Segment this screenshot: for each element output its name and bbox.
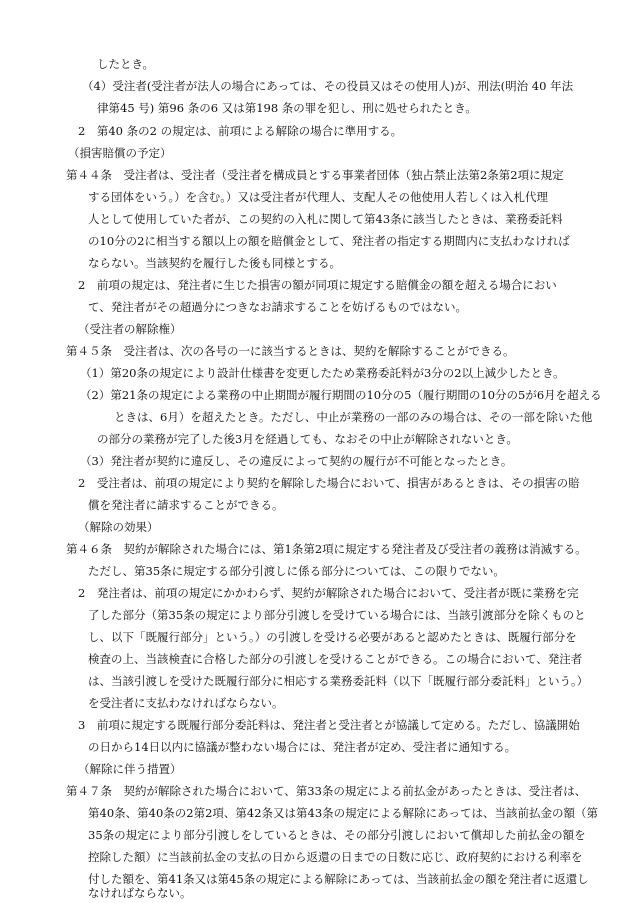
article-47-line-1: 第４７条 契約が解除された場合において、第33条の規定による前払金があったときは、受注者は、	[66, 784, 587, 798]
clause-43-item-3-tail: したとき。	[97, 57, 155, 71]
article-44-line-5: ならない。当該契約を履行した後も同様とする。	[88, 256, 341, 270]
clause-43-item-4-line-1: （4）受注者(受注者が法人の場合にあっては、その役員又はその使用人)が、刑法(明治 40 年法	[82, 79, 574, 93]
article-47-line-5: 付した額を、第41条又は第45条の規定による解除にあっては、当該前払金の額を発注者に返還し	[88, 872, 589, 886]
article-47-line-3: 35条の規定により部分引渡しをしているときは、その部分引渡しにおいて償却した前払金の額を	[88, 828, 586, 842]
heading-contractor-termination-right: （受注者の解除権）	[78, 322, 182, 336]
article-44-line-2: する団体をいう。）を含む。）又は受注者が代理人、支配人その他使用人若しくは入札代理	[88, 190, 548, 204]
article-46-para-2-line-3: し、以下「既履行部分」という。）の引渡しを受ける必要があると認めたときは、既履行部分を	[88, 630, 577, 644]
article-46-para-3-line-2: の日から14日以内に協議が整わない場合には、発注者が定め、受注者に通知する。	[88, 740, 517, 754]
article-45-line-1: 第４５条 受注者は、次の各号の一に該当するときは、契約を解除することができる。	[66, 344, 515, 358]
heading-measures-upon-termination: （解除に伴う措置）	[78, 762, 182, 776]
clause-43-item-4-line-2: 律第45 号) 第96 条の6 又は第198 条の罪を犯し、刑に処せられたとき。	[97, 101, 477, 115]
heading-damages-estimate: （損害賠償の予定）	[68, 146, 172, 160]
article-46-para-2-line-5: は、当該引渡しを受けた既履行部分に相応する業務委託料（以下「既履行部分委託料」という。）	[88, 674, 589, 688]
article-46-para-2-line-4: 検査の上、当該検査に合格した部分の引渡しを受けることができる。この場合において、発注者	[88, 652, 583, 666]
clause-43-para-2: 2 第40 条の2 の規定は、前項による解除の場合に準用する。	[78, 124, 403, 138]
article-45-para-2-line-1: 2 受注者は、前項の規定により契約を解除した場合において、損害があるときは、その損害の賠	[78, 476, 580, 490]
article-44-line-1: 第４４条 受注者は、受注者（受注者を構成員とする事業者団体（独占禁止法第2条第2項に規定	[66, 168, 564, 182]
article-46-para-3-line-1: 3 前項に規定する既履行部分委託料は、発注者と受注者とが協議して定める。ただし、協議開始	[78, 718, 580, 732]
article-47-line-4: 控除した額）に当該前払金の支払の日から返還の日までの日数に応じ、政府契約における利率を	[88, 850, 583, 864]
article-44-line-3: 人として使用していた者が、この契約の入札に関して第43条に該当したときは、業務委託料	[88, 212, 563, 226]
article-44-para-2-line-1: 2 前項の規定は、発注者に生じた損害の額が同項に規定する賠償金の額を超える場合におい	[78, 278, 557, 292]
article-45-item-3: （3）発注者が契約に違反し、その違反によって契約の履行が不可能となったとき。	[80, 454, 513, 468]
article-46-para-2-line-1: 2 発注者は、前項の規定にかかわらず、契約が解除された場合において、受注者が既に業務を完	[78, 586, 579, 600]
article-46-line-1: 第４６条 契約が解除された場合には、第1条第2項に規定する発注者及び受注者の義務は消滅する。	[66, 542, 587, 556]
article-45-item-2-line-1: （2）第21条の規定による業務の中止期間が履行期間の10分の5（履行期間の10分の5が6月を超える	[80, 388, 602, 402]
heading-effect-of-termination: （解除の効果）	[78, 520, 159, 534]
article-46-para-2-line-6: を受注者に支払わなければならない。	[88, 696, 284, 710]
article-45-item-2-line-3: の部分の業務が完了した後3月を経過しても、なおその中止が解除されないとき。	[97, 432, 518, 446]
article-47-line-2: 第40条、第40条の2第2項、第42条又は第43条の規定による解除にあっては、当該前払金の額（第	[88, 806, 599, 820]
article-46-para-2-line-2: 了した部分（第35条の規定により部分引渡しを受けている場合には、当該引渡部分を除くものと	[88, 608, 586, 622]
article-45-item-1: （1）第20条の規定により設計仕様書を変更したため業務委託料が3分の2以上減少したとき。	[80, 366, 565, 380]
article-44-para-2-line-2: て、発注者がその超過分につきなお請求することを妨げるものではない。	[88, 300, 468, 314]
article-44-line-4: の10分の2に相当する額以上の額を賠償金として、発注者の指定する期間内に支払わなければ	[88, 234, 570, 248]
article-45-item-2-line-2: ときは、6月）を超えたとき。ただし、中止が業務の一部のみの場合は、その一部を除いた他	[114, 410, 593, 424]
article-47-line-6: なければならない。	[88, 886, 192, 900]
article-46-line-2: ただし、第35条に規定する部分引渡しに係る部分については、この限りでない。	[88, 564, 505, 578]
article-45-para-2-line-2: 償を発注者に請求することができる。	[88, 498, 284, 512]
